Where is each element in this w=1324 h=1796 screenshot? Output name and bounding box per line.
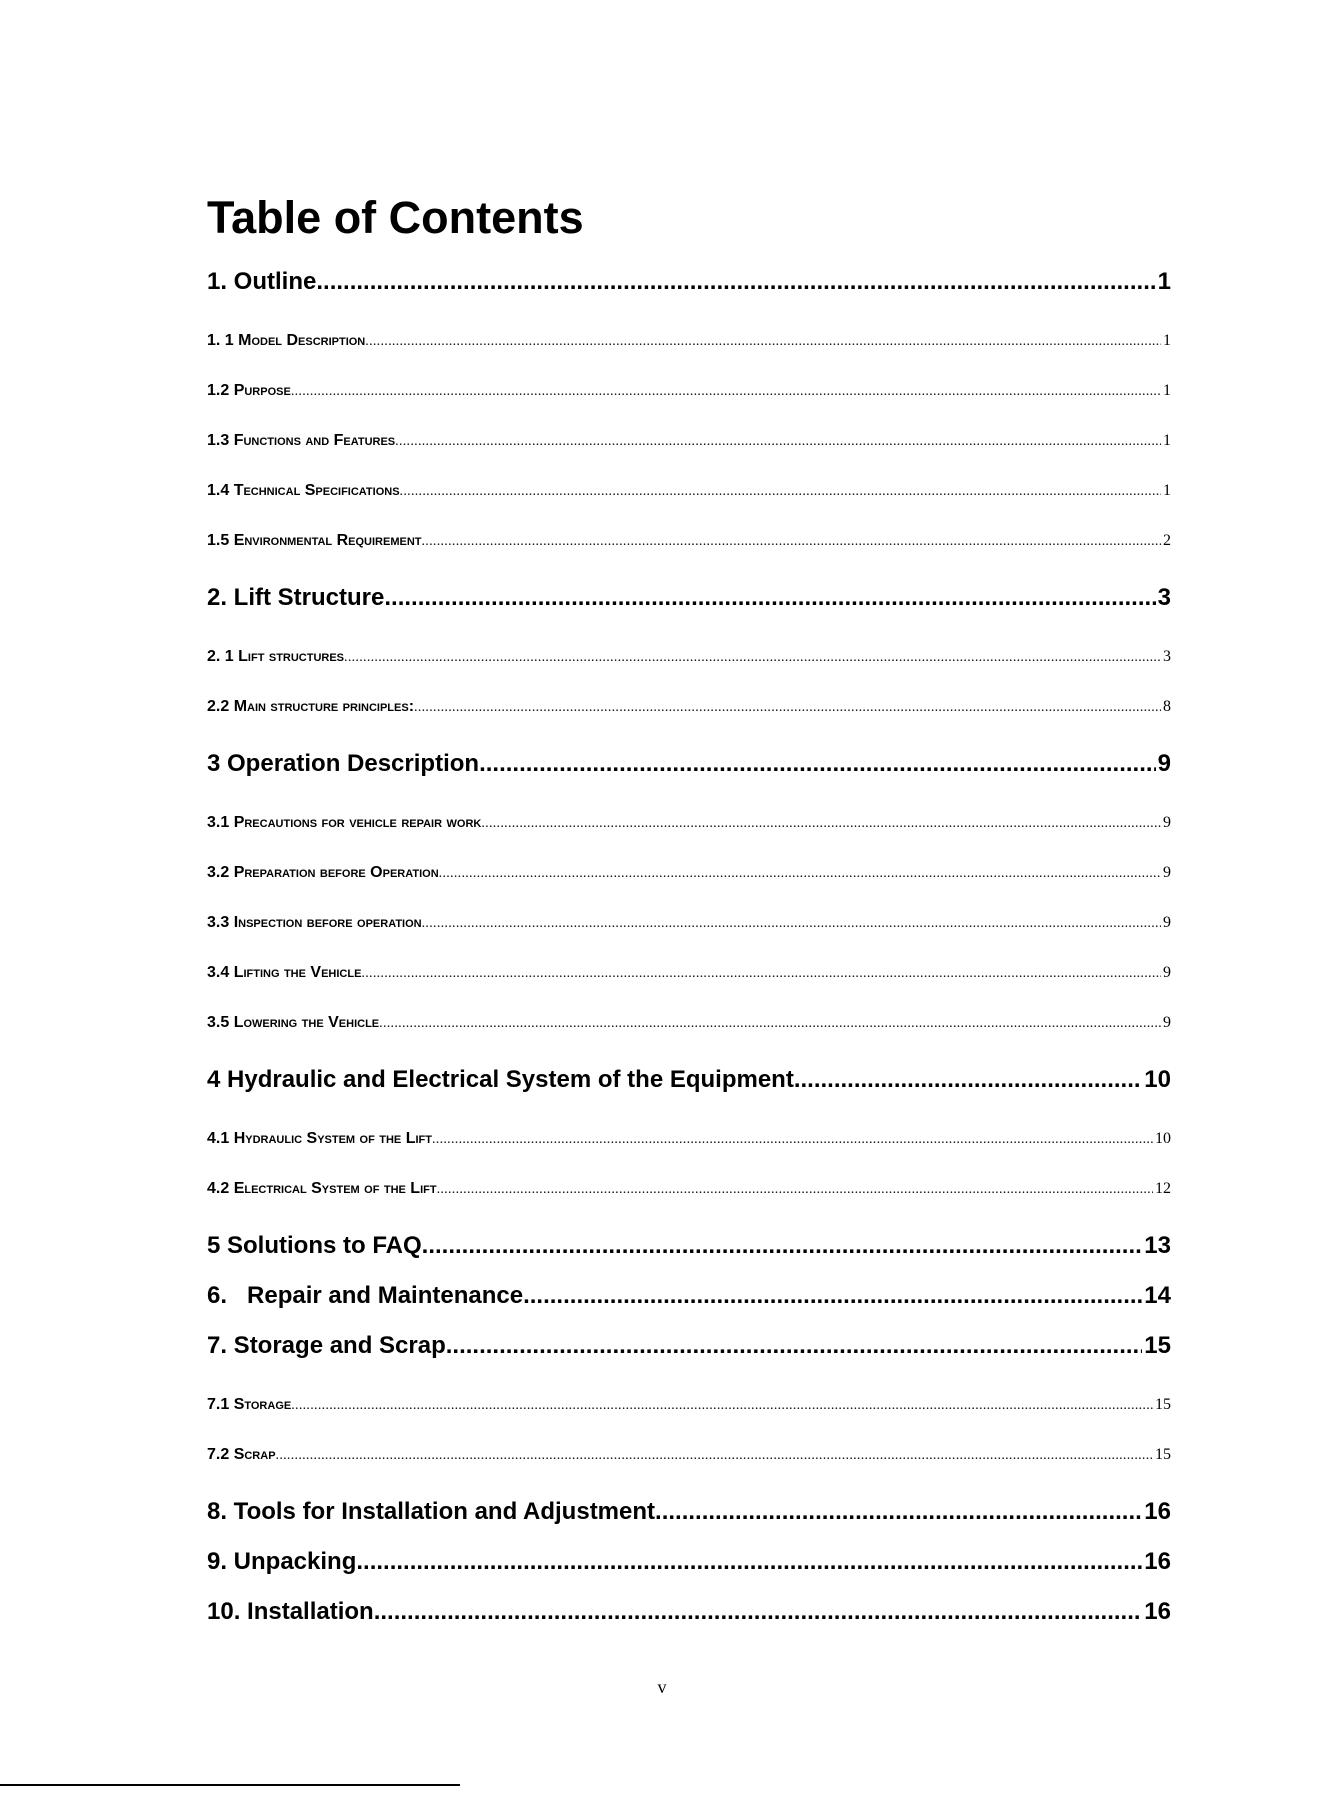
toc-entry-page: 9: [1163, 964, 1171, 981]
toc-entry-label: 5 Solutions to FAQ: [207, 1232, 422, 1259]
toc-entry-title: Technical Specifications: [233, 482, 400, 499]
toc-entry-repair-maintenance[interactable]: [207, 1282, 1171, 1314]
toc-entry-label: 8. Tools for Installation and Adjustment: [207, 1498, 656, 1525]
toc-entry-label: 2. Lift Structure: [207, 584, 385, 611]
toc-entry-title: Environmental Requirement: [233, 532, 422, 549]
toc-entry-page: 15: [1144, 1332, 1171, 1359]
toc-entry-main-structure-principles[interactable]: [207, 698, 1171, 720]
page-title: Table of Contents: [207, 192, 584, 243]
toc-entry-number: 1.5: [207, 532, 234, 549]
toc-entry-number: 3.2: [207, 864, 234, 881]
toc-entry-inspection[interactable]: [207, 914, 1171, 936]
toc-entry-page: 1: [1163, 482, 1171, 499]
toc-entry-page: 16: [1144, 1598, 1171, 1625]
toc-entry-page: 16: [1144, 1548, 1171, 1575]
toc-entry-scrap[interactable]: [207, 1446, 1171, 1468]
toc-entry-page: 9: [1157, 750, 1171, 777]
toc-entry-lowering-vehicle[interactable]: [207, 1014, 1171, 1036]
toc-entry-number: 7.1: [207, 1396, 234, 1413]
dot-leader: [276, 1448, 1153, 1464]
toc-entry-label: [207, 332, 365, 350]
dot-leader: [422, 916, 1161, 932]
toc-entry-page: 1: [1163, 432, 1171, 449]
toc-entry-page: 9: [1163, 864, 1171, 881]
toc-entry-label: 1. Outline: [207, 268, 317, 295]
toc-entry-hydraulic-system[interactable]: [207, 1130, 1171, 1152]
dot-leader: [446, 1332, 1143, 1360]
toc-entry-page: 1: [1157, 268, 1171, 295]
dot-leader: [291, 384, 1161, 400]
dot-leader: [400, 484, 1161, 500]
toc-entry-label: 7. Storage and Scrap: [207, 1332, 446, 1359]
toc-entry-page: 3: [1163, 648, 1171, 665]
toc-entry-label: 4 Hydraulic and Electrical System of the Equipment: [207, 1066, 794, 1093]
dot-leader: [384, 584, 1155, 612]
dot-leader: [291, 1398, 1153, 1414]
toc-entry-page: 9: [1163, 1014, 1171, 1031]
toc-entry-title: Lift structures: [238, 648, 345, 665]
toc-entry-storage[interactable]: [207, 1396, 1171, 1418]
toc-entry-page: 1: [1163, 332, 1171, 349]
toc-entry-environmental-requirement[interactable]: [207, 532, 1171, 554]
toc-entry-label: [207, 814, 481, 832]
toc-entry-label: [207, 1180, 437, 1198]
toc-entry-number: 2.2: [207, 698, 234, 715]
toc-entry-installation[interactable]: [207, 1598, 1171, 1630]
toc-entry-number: 2. 1: [207, 648, 239, 665]
toc-entry-label: [207, 914, 422, 932]
dot-leader: [523, 1282, 1142, 1310]
dot-leader: [432, 1132, 1153, 1148]
toc-entry-electrical-system[interactable]: [207, 1180, 1171, 1202]
toc-entry-label: [207, 698, 414, 716]
dot-leader: [481, 816, 1161, 832]
toc-entry-page: 3: [1157, 584, 1171, 611]
toc-entry-title: Storage: [233, 1396, 292, 1413]
dot-leader: [344, 650, 1161, 666]
toc-entry-page: 15: [1155, 1446, 1171, 1463]
toc-entry-page: 2: [1163, 532, 1171, 549]
toc-entry-title: Precautions for vehicle repair work: [233, 814, 482, 831]
toc-entry-title: Functions and Features: [233, 432, 396, 449]
toc-entry-label: 3 Operation Description: [207, 750, 480, 777]
toc-entry-page: 10: [1155, 1130, 1171, 1147]
toc-entry-label: [207, 382, 291, 400]
dot-leader: [437, 1182, 1153, 1198]
toc-entry-hydraulic-electrical[interactable]: [207, 1066, 1171, 1098]
toc-entry-label: [207, 1130, 432, 1148]
toc-entry-label: [207, 648, 344, 666]
toc-entry-page: 12: [1155, 1180, 1171, 1197]
toc-entry-label: [207, 432, 395, 450]
toc-entry-lifting-vehicle[interactable]: [207, 964, 1171, 986]
dot-leader: [365, 334, 1161, 350]
toc-entry-unpacking[interactable]: [207, 1548, 1171, 1580]
toc-entry-label: 9. Unpacking: [207, 1548, 357, 1575]
toc-entry-purpose[interactable]: [207, 382, 1171, 404]
toc-entry-title: Inspection before operation: [233, 914, 422, 931]
dot-leader: [439, 866, 1161, 882]
toc-entry-number: 4.1: [207, 1130, 234, 1147]
toc-entry-title: Main structure principles:: [233, 698, 415, 715]
toc-entry-lift-structure[interactable]: [207, 584, 1171, 616]
toc-entry-label: [207, 482, 400, 500]
toc-entry-number: 1. 1: [207, 332, 239, 349]
dot-leader: [655, 1498, 1142, 1526]
toc-entry-tools[interactable]: [207, 1498, 1171, 1530]
dot-leader: [422, 1232, 1143, 1260]
toc-entry-page: 1: [1163, 382, 1171, 399]
toc-entry-label: 10. Installation: [207, 1598, 374, 1625]
toc-entry-title: Electrical System of the Lift: [233, 1180, 437, 1197]
toc-entry-number: 1.2: [207, 382, 234, 399]
toc-entry-outline[interactable]: [207, 268, 1171, 300]
toc-entry-number: 4.2: [207, 1180, 234, 1197]
toc-entry-label: [207, 864, 439, 882]
dot-leader: [395, 434, 1161, 450]
toc-entry-page: 13: [1144, 1232, 1171, 1259]
footer-page-number: v: [657, 1677, 667, 1697]
toc-entry-title: Purpose: [233, 382, 291, 399]
toc-entry-page: 8: [1163, 698, 1171, 715]
bottom-divider: [0, 1784, 460, 1786]
toc-entry-page: 9: [1163, 814, 1171, 831]
toc-entry-page: 16: [1144, 1498, 1171, 1525]
toc-entry-page: 10: [1144, 1066, 1171, 1093]
toc-entry-number: 1.4: [207, 482, 234, 499]
toc-entry-label: [207, 532, 422, 550]
toc-entry-label: [207, 1396, 291, 1414]
toc-entry-solutions-faq[interactable]: [207, 1232, 1171, 1264]
dot-leader: [356, 1548, 1142, 1576]
toc-entry-number: 3.3: [207, 914, 234, 931]
toc-entry-page: 14: [1144, 1282, 1171, 1309]
dot-leader: [374, 1598, 1143, 1626]
toc-entry-storage-scrap[interactable]: [207, 1332, 1171, 1364]
toc-entry-title: Lifting the Vehicle: [233, 964, 362, 981]
toc-entry-number: 3.5: [207, 1014, 234, 1031]
dot-leader: [361, 966, 1161, 982]
toc-entry-title: Lowering the Vehicle: [233, 1014, 380, 1031]
dot-leader: [794, 1066, 1142, 1094]
toc-entry-lift-structures[interactable]: [207, 648, 1171, 670]
toc-entry-title: Model Description: [238, 332, 366, 349]
toc-entry-label: [207, 964, 361, 982]
dot-leader: [422, 534, 1162, 550]
toc-entry-label: [207, 1014, 379, 1032]
toc-entry-precautions[interactable]: [207, 814, 1171, 836]
toc-entry-number: 1.3: [207, 432, 234, 449]
toc-entry-model-description[interactable]: [207, 332, 1171, 354]
toc-entry-preparation[interactable]: [207, 864, 1171, 886]
toc-entry-number: 7.2: [207, 1446, 234, 1463]
toc-entry-number: 3.4: [207, 964, 234, 981]
toc-entry-title: Preparation before Operation: [233, 864, 439, 881]
toc-entry-title: Hydraulic System of the Lift: [233, 1130, 432, 1147]
toc-entry-operation-description[interactable]: [207, 750, 1171, 782]
toc-entry-title: Scrap: [233, 1446, 276, 1463]
dot-leader: [479, 750, 1156, 778]
toc-entry-page: 9: [1163, 914, 1171, 931]
toc-entry-number: 3.1: [207, 814, 234, 831]
dot-leader: [316, 268, 1155, 296]
toc-entry-page: 15: [1155, 1396, 1171, 1413]
dot-leader: [414, 700, 1161, 716]
toc-entry-label: 6. Repair and Maintenance: [207, 1282, 524, 1309]
toc-entry-functions-and-features[interactable]: [207, 432, 1171, 454]
toc-entry-technical-specifications[interactable]: [207, 482, 1171, 504]
dot-leader: [379, 1016, 1161, 1032]
toc-entry-label: [207, 1446, 276, 1464]
